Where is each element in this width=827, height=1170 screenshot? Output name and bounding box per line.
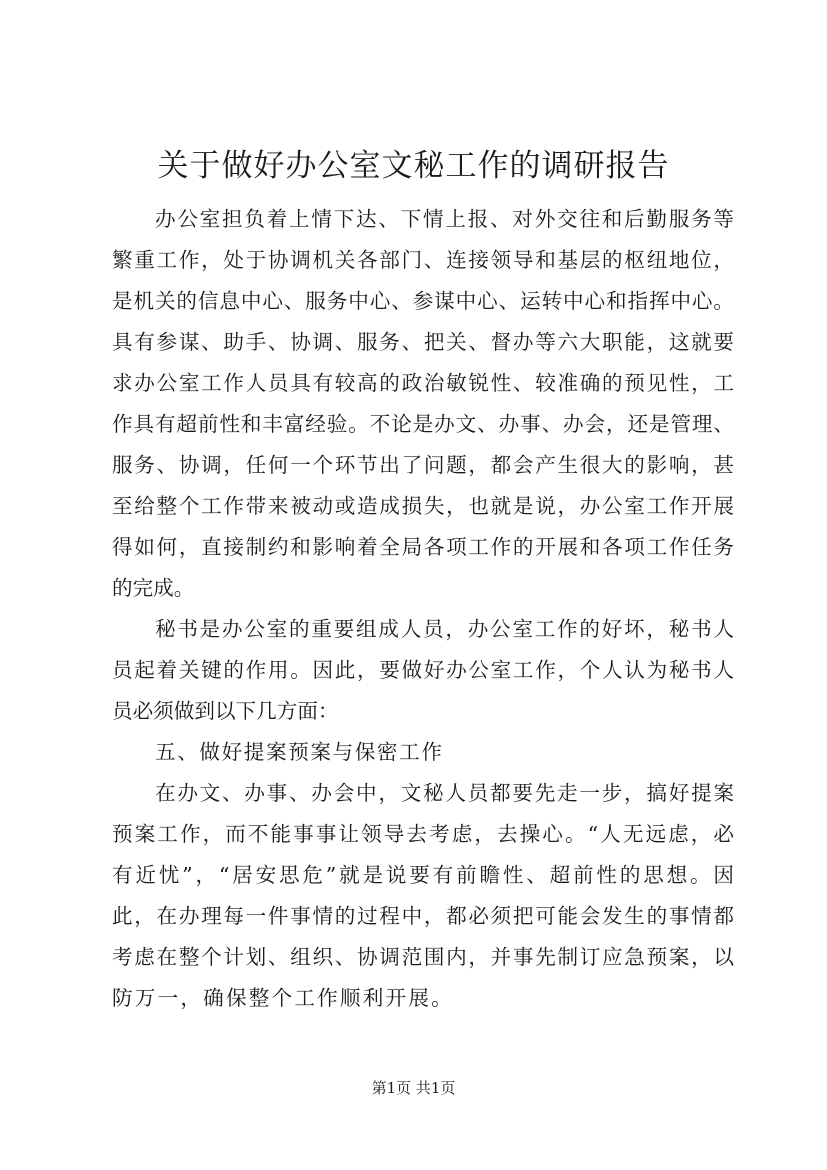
paragraph-line: 办公室担负着上情下达、下情上报、对外交往和后勤服务等 xyxy=(155,207,734,231)
document-title: 关于做好办公室文秘工作的调研报告 xyxy=(157,148,670,184)
paragraph-line: 得如何，直接制约和影响着全局各项工作的开展和各项工作任务 xyxy=(112,535,734,559)
paragraph-line: 员起着关键的作用。因此，要做好办公室工作，个人认为秘书人 xyxy=(112,658,734,682)
paragraph-line: 在办文、办事、办会中，文秘人员都要先走一步，搞好提案 xyxy=(155,781,734,805)
paragraph-line: 繁重工作，处于协调机关各部门、连接领导和基层的枢纽地位， xyxy=(112,248,734,272)
paragraph-line: 此，在办理每一件事情的过程中，都必须把可能会发生的事情都 xyxy=(112,904,734,928)
paragraph-line: 考虑在整个计划、组织、协调范围内，并事先制订应急预案，以 xyxy=(112,945,734,969)
paragraph-line: 有近忧”，“居安思危”就是说要有前瞻性、超前性的思想。因 xyxy=(112,863,734,887)
paragraph-line: 员必须做到以下几方面： xyxy=(112,699,339,723)
paragraph-line: 预案工作，而不能事事让领导去考虑，去操心。“人无远虑，必 xyxy=(112,822,734,846)
paragraph-line: 的完成。 xyxy=(112,576,195,600)
section-heading: 五、做好提案预案与保密工作 xyxy=(155,740,444,764)
paragraph-line: 作具有超前性和丰富经验。不论是办文、办事、办会，还是管理、 xyxy=(112,412,734,436)
paragraph-line: 秘书是办公室的重要组成人员，办公室工作的好坏，秘书人 xyxy=(155,617,734,641)
paragraph-line: 求办公室工作人员具有较高的政治敏锐性、较准确的预见性，工 xyxy=(112,371,734,395)
page-number-footer: 第1页 共1页 xyxy=(371,1079,456,1097)
paragraph-line: 防万一，确保整个工作顺利开展。 xyxy=(112,986,454,1010)
paragraph-line: 具有参谋、助手、协调、服务、把关、督办等六大职能，这就要 xyxy=(112,330,734,354)
paragraph-line: 至给整个工作带来被动或造成损失，也就是说，办公室工作开展 xyxy=(112,494,734,518)
paragraph-line: 是机关的信息中心、服务中心、参谋中心、运转中心和指挥中心。 xyxy=(112,289,734,313)
paragraph-line: 服务、协调，任何一个环节出了问题，都会产生很大的影响，甚 xyxy=(112,453,734,477)
